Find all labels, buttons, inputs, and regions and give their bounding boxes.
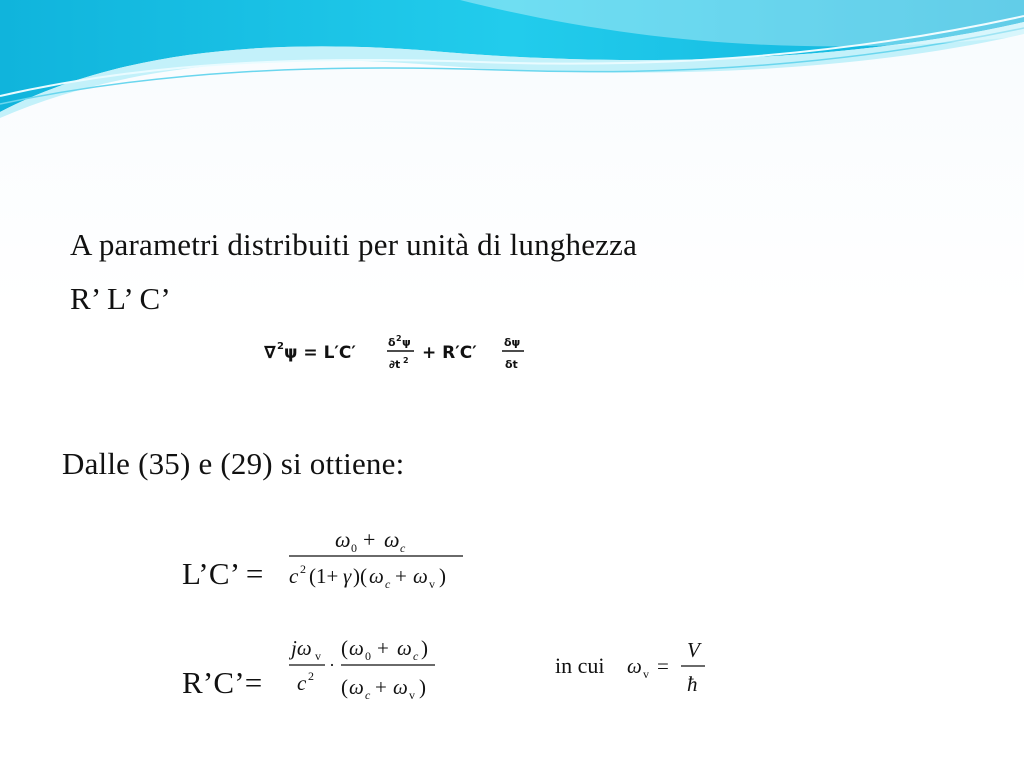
svg-text:ω: ω <box>397 636 412 660</box>
svg-text:2: 2 <box>403 356 409 365</box>
parameters-line: R’ L’ C’ <box>70 281 171 316</box>
svg-text:ω: ω <box>413 564 428 588</box>
svg-text:=: = <box>657 654 669 678</box>
omega-v-fraction <box>625 633 715 701</box>
svg-text:ω: ω <box>349 636 364 660</box>
svg-text:2: 2 <box>308 669 314 683</box>
svg-text:): ) <box>421 636 428 660</box>
svg-text:v: v <box>429 577 435 591</box>
wave-equation-image <box>262 328 532 376</box>
svg-text:c: c <box>385 577 391 591</box>
rc-label: R’C’= <box>182 665 263 700</box>
svg-text:ω: ω <box>393 675 408 699</box>
svg-text:ω: ω <box>627 654 642 678</box>
derivation-line: Dalle (35) e (29) si ottiene: <box>62 446 405 481</box>
svg-text:)(: )( <box>353 564 367 588</box>
svg-text:γ: γ <box>343 564 352 588</box>
intro-line: A parametri distribuiti per unità di lunghezza <box>70 227 638 262</box>
svg-text:+: + <box>395 564 407 588</box>
svg-text:δ: δ <box>388 336 396 349</box>
svg-text:δt: δt <box>505 358 518 371</box>
svg-text:c: c <box>289 564 299 588</box>
svg-text:v: v <box>315 649 321 663</box>
svg-text:·: · <box>329 655 335 675</box>
svg-text:+ R′C′: + R′C′ <box>422 343 477 363</box>
svg-text:ω: ω <box>384 527 400 552</box>
svg-text:c: c <box>400 541 406 555</box>
svg-text:(: ( <box>341 675 348 699</box>
svg-text:+: + <box>377 636 389 660</box>
svg-text:∂t: ∂t <box>389 358 401 371</box>
lc-label: L’C’ = <box>182 556 264 591</box>
svg-text:2: 2 <box>300 562 306 576</box>
svg-text:V: V <box>687 638 700 662</box>
svg-text:c: c <box>413 649 419 663</box>
svg-text:ħ: ħ <box>687 672 698 696</box>
svg-text:): ) <box>439 564 446 588</box>
svg-text:v: v <box>409 688 415 702</box>
omega-definition-image <box>551 625 744 719</box>
svg-text:ψ: ψ <box>402 336 411 349</box>
svg-text:v: v <box>643 667 649 681</box>
rc-formula-image <box>289 628 473 738</box>
rc-fraction <box>289 628 473 714</box>
svg-text:0: 0 <box>351 541 357 555</box>
svg-text:ψ = L′C′: ψ = L′C′ <box>284 343 356 363</box>
svg-text:c: c <box>365 688 371 702</box>
in-cui-text: in cui <box>555 653 605 678</box>
svg-text:2: 2 <box>277 341 284 352</box>
svg-text:+: + <box>375 675 387 699</box>
svg-text:(: ( <box>341 636 348 660</box>
svg-text:0: 0 <box>365 649 371 663</box>
svg-text:ω: ω <box>335 527 351 552</box>
header-wave-banner <box>0 0 1024 120</box>
svg-text:δψ: δψ <box>504 336 521 349</box>
svg-text:jω: jω <box>291 636 312 660</box>
svg-text:2: 2 <box>396 334 402 343</box>
lc-fraction <box>289 519 473 599</box>
svg-text:c: c <box>297 671 307 695</box>
svg-text:∇: ∇ <box>264 343 276 363</box>
lc-formula-image <box>289 519 473 639</box>
svg-text:(1+: (1+ <box>309 564 339 588</box>
svg-text:+: + <box>363 527 376 552</box>
svg-text:ω: ω <box>369 564 384 588</box>
wave-equation-formula <box>262 328 532 376</box>
svg-text:ω: ω <box>349 675 364 699</box>
svg-text:): ) <box>419 675 426 699</box>
